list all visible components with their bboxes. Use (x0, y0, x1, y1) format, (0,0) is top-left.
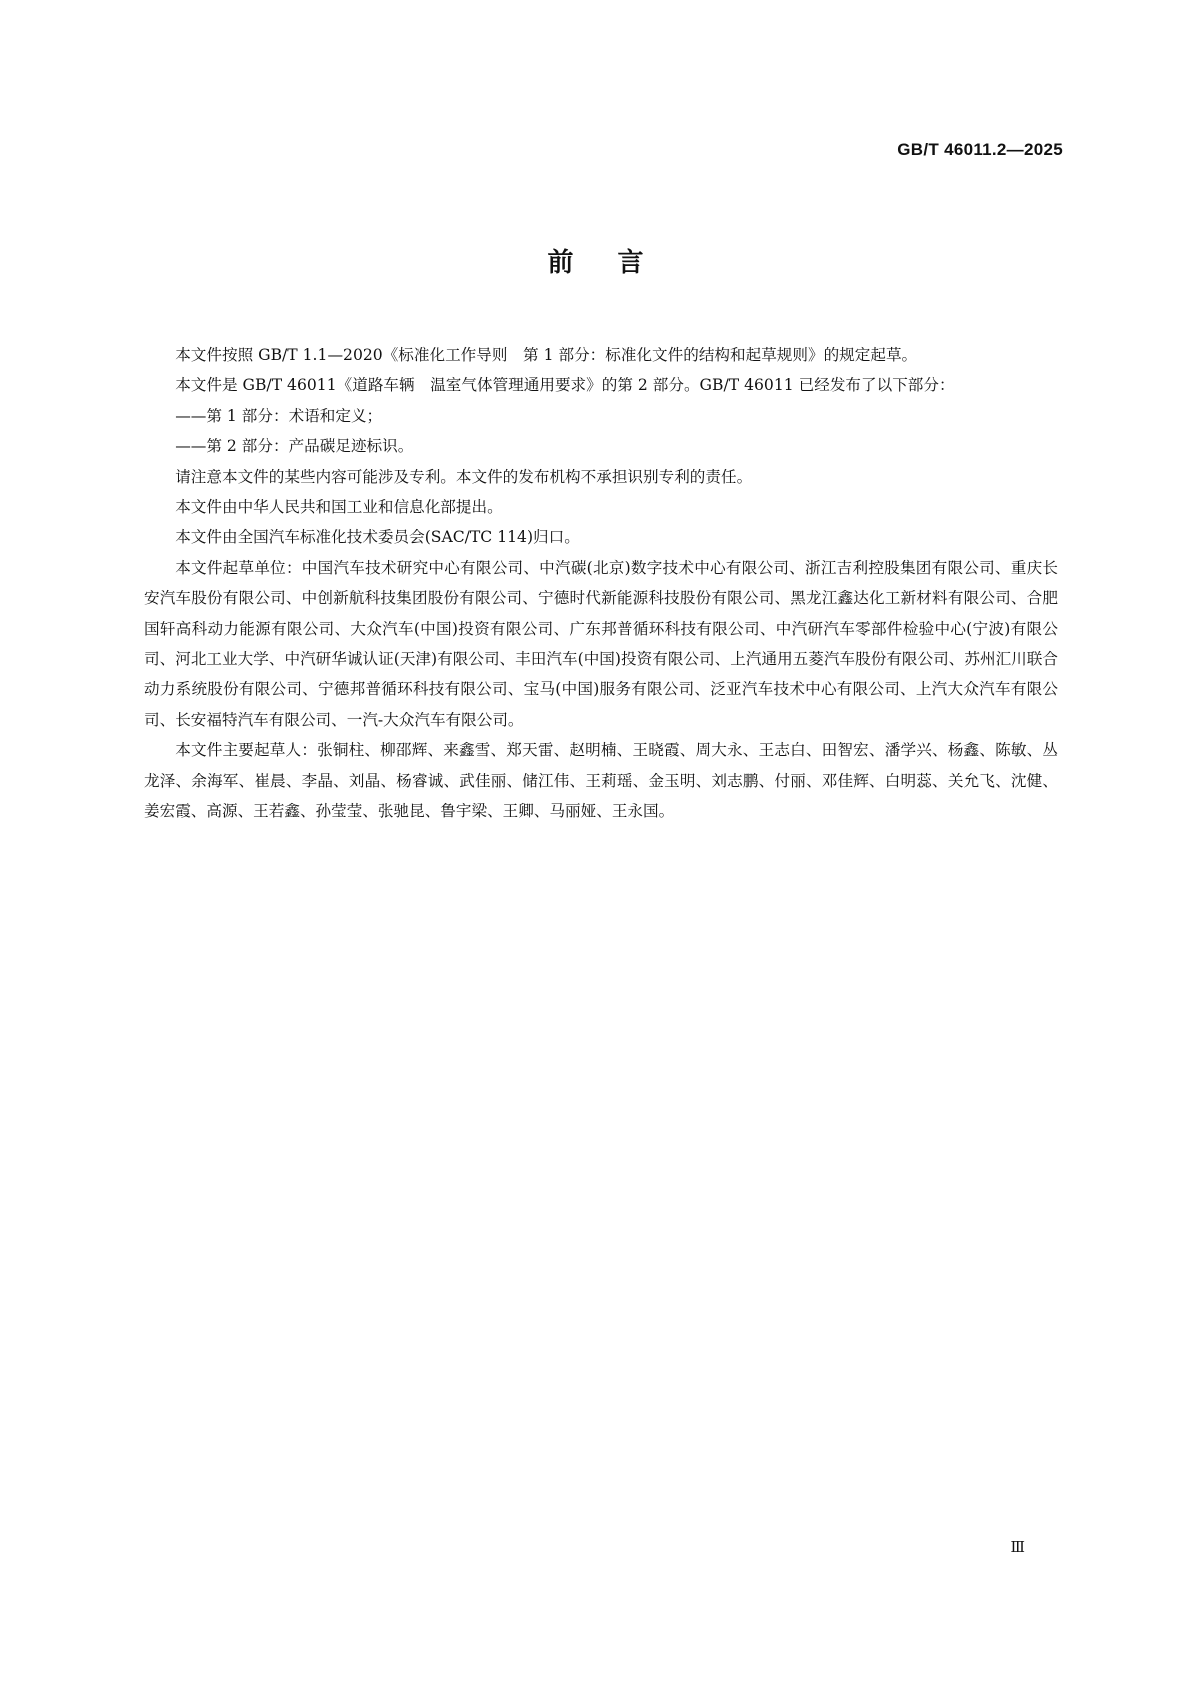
paragraph-under-jurisdiction: 本文件由全国汽车标准化技术委员会(SAC/TC 114)归口。 (175, 528, 580, 547)
foreword-body (144, 340, 1058, 827)
list-item-part-2: ——第 2 部分：产品碳足迹标识。 (175, 437, 414, 456)
paragraph-patent-notice: 请注意本文件的某些内容可能涉及专利。本文件的发布机构不承担识别专利的责任。 (175, 467, 753, 486)
title-char-1: 前 (547, 248, 574, 278)
paragraph-proposed-by: 本文件由中华人民共和国工业和信息化部提出。 (175, 498, 503, 517)
paragraph-drafting-units: 本文件起草单位：中国汽车技术研究中心有限公司、中汽碳(北京)数字技术中心有限公司、浙江吉利控股集团有限公司、重庆长安汽车股份有限公司、中创新航科技集团股份有限公司、宁德时代新能源科技股份有限公司、黑龙江鑫达化工新材料有限公司、合肥国轩高科动力能源有限公司、大众汽车(中国)投资有限公司、广东邦普循环科技有限公司、中汽研汽车零部件检验中心(宁波)有限公司、河北工业大学、中汽研华诚认证(天津)有限公司、丰田汽车(中国)投资有限公司、上汽通用五菱汽车股份有限公司、苏州汇川联合动力系统股份有限公司、宁德邦普循环科技有限公司、宝马(中国)服务有限公司、泛亚汽车技术中心有限公司、上汽大众汽车有限公司、长安福特汽车有限公司、一汽-大众汽车有限公司。 (144, 558, 1058, 729)
paragraph-main-drafters: 本文件主要起草人：张铜柱、柳邵辉、来鑫雪、郑天雷、赵明楠、王晓霞、周大永、王志白、田智宏、潘学兴、杨鑫、陈敏、丛龙泽、余海军、崔晨、李晶、刘晶、杨睿诚、武佳丽、储江伟、王莉瑶、金玉明、刘志鹏、付丽、邓佳辉、白明蕊、关允飞、沈健、姜宏霞、高源、王若鑫、孙莹莹、张驰昆、鲁宇梁、王卿、马丽娅、王永国。 (144, 741, 1058, 821)
page-title (0, 242, 1191, 279)
paragraph-part-of-series: 本文件是 GB/T 46011《道路车辆 温室气体管理通用要求》的第 2 部分。GB/T 46011 已经发布了以下部分： (175, 376, 955, 395)
document-code: GB/T 46011.2—2025 (897, 140, 1063, 159)
title-char-2: 言 (617, 248, 644, 278)
page-number: Ⅲ (1010, 1538, 1025, 1556)
paragraph-drafting-rules: 本文件按照 GB/T 1.1—2020《标准化工作导则 第 1 部分：标准化文件的结构和起草规则》的规定起草。 (175, 346, 918, 364)
list-item-part-1: ——第 1 部分：术语和定义； (175, 406, 383, 425)
